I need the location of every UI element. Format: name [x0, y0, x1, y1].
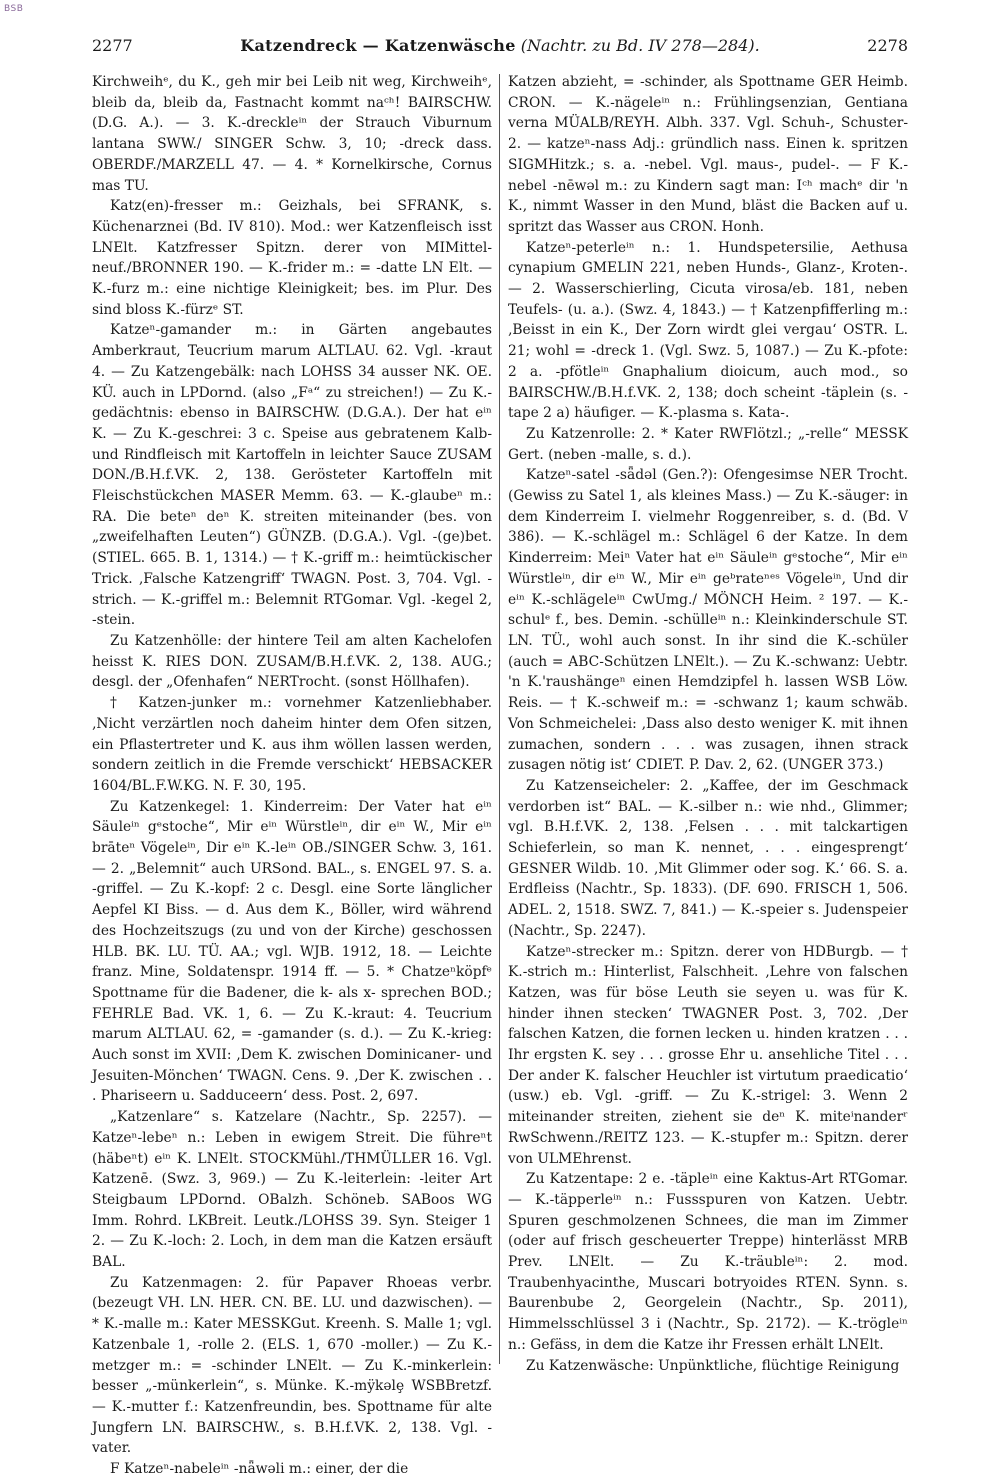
left-column: [92, 72, 492, 1478]
entry-paragraph: Zu Katzenseicheler: 2. „Kaffee, der im Geschmack verdorben ist“ BAL. — K.-silber n.: wie nhd., Glimmer; vgl. B.H.f.VK. 2, 138. ‚Felsen . . . mit talckartigen Schieferlein, so man K. nennet, . . . eingesprengt‘ GESNER Wildb. 10. ‚Mit Glimmer oder sog. K.‘ 66. S. a. Erdfleiss (Nachtr., Sp. 1833). (DF. 690. FRISCH 1, 506. ADEL. 2, 1518. SWZ. 7, 841.) — K.-speier s. Judenspeier (Nachtr., Sp. 2247).: [508, 777, 908, 939]
entry-paragraph: Katzen abzieht, = -schinder, als Spottname GER Heimb. CRON. — K.-nägeleⁱⁿ n.: Frühlingsenzian, Gentiana verna MÜALB/REYH. Albh. 337. Vgl. Schuh-, Schuster- 2. — katzeⁿ-nass Adj.: gründlich nass. Einen k. spritzen SIGMHitzk.; s. a. -nebel. Vgl. maus-, pudel-. — F K.-nebel -nēwəl m.: zu Kindern sagt man: Iᶜʰ machᵉ dir 'n K., nimmt Wasser in den Mund, bläst die Backen auf u. spritzt das Wasser aus CRON. Honh.: [508, 74, 908, 235]
entry-paragraph: Zu Katzenmagen: 2. für Papaver Rhoeas verbr. (bezeugt VH. LN. HER. CN. BE. LU. und dazwischen). — * K.-malle m.: Kater MESSKGut. Kreenh. S. Malle 1; vgl. Katzenbale 1, -rolle 2. (ELS. 1, 670 -moller.) — Zu K.-metzger m.: = -schinder LNElt. — Zu K.-minkerlein: besser „-münkerlein“, s. Münke. K.-mÿkəlȩ WSBBretzf. — K.-mutter f.: Katzenfreundin, bes. Spottname für alte Jungfern LN. BAIRSCHW., s. B.H.f.VK. 2, 138. Vgl. -vater.: [92, 1274, 492, 1457]
running-title-main: Katzendreck — Katzenwäsche: [240, 36, 516, 55]
running-title-note: (Nachtr. zu Bd. IV 278—284).: [520, 36, 760, 55]
entry-paragraph: Katzeⁿ-satel -sǟdəl (Gen.?): Ofengesimse NER Trocht. (Gewiss zu Satel 1, als kleines Mass.) — Zu K.-säuger: in dem Kinderreim I. vielmehr Roggenreiber, s. d. (Bd. V 386). — K.-schlägel m.: Schlägel 6 der Katze. In dem Kinderreim: Meiⁿ Vater hat eⁱⁿ Säuleⁱⁿ gᵉstoche“, Mir eⁱⁿ Würstleⁱⁿ, dir eⁱⁿ W., Mir eⁱⁿ geᵇrateⁿᵉˢ Vögeleⁱⁿ, Und dir eⁱⁿ K.-schlägeleⁱⁿ CwUmg./ MÖNCH Heim. ² 197. — K.-schulᵉ f., bes. Demin. -schülleⁱⁿ n.: Kleinkinderschule ST. LN. TÜ., wohl auch sonst. In ihr sind die K.-schüler (auch = ABC-Schützen LNElt.). — Zu K.-schwanz: Uebtr. 'n K.'raushängeⁿ einen Hemdzipfel h. lassen WSB Löw. Reis. — † K.-schweif m.: = -schwanz 1; kaum schwäb. Von Schmeichelei: ‚Dass also desto weniger K. mit ihnen zumachen, sondern . . . was zusagen, ihnen strack zusagen nötig ist‘ CDIET. P. Dav. 2, 62. (UNGER 373.): [508, 467, 908, 774]
entry-paragraph: Zu Katzenrolle: 2. * Kater RWFlötzl.; „-relle“ MESSK Gert. (neben -malle, s. d.).: [508, 425, 908, 463]
entry-paragraph: Zu Katzenkegel: 1. Kinderreim: Der Vater hat eⁱⁿ Säuleⁱⁿ gᵉstoche“, Mir eⁱⁿ Würstleⁱⁿ, dir eⁱⁿ W., Mir eⁱⁿ brāteⁿ Vögeleⁱⁿ, Dir eⁱⁿ K.-leⁱⁿ OB./SINGER Schw. 3, 161. — 2. „Belemnit“ auch URSond. BAL., s. ENGEL 97. S. a. -griffel. — Zu K.-kopf: 2 c. Desgl. eine Sorte länglicher Aepfel KI Biss. — d. Aus dem K., Böller, wird während des Hochzeitszugs (zu und von der Kirche) geschossen HLB. BK. LU. TÜ. AA.; vgl. WJB. 1912, 18. — Leichte franz. Mine, Soldatenspr. 1914 ff. — 5. * Chatzeⁿköpfᵉ Spottname für die Badener, die k- als x- sprechen BOD.; FEHRLE Bad. VK. 1, 6. — Zu K.-kraut: 4. Teucrium marum ALTLAU. 62, = -gamander (s. d.). — Zu K.-krieg: Auch sonst im XVII: ‚Dem K. zwischen Dominicaner- und Jesuiten-Mönchen‘ TWAGN. Cens. 9. ‚Der K. zwischen . . . Phariseern u. Sadduceern‘ dess. Post. 2, 697.: [92, 798, 492, 1105]
entry-paragraph: F Katzeⁿ-nabeleⁱⁿ -nǟwəli m.: einer, der die: [110, 1461, 409, 1478]
column-divider: [499, 74, 500, 1364]
entry-paragraph: Katzeⁿ-gamander m.: in Gärten angebautes Amberkraut, Teucrium marum ALTLAU. 62. Vgl. -kraut 4. — Zu Katzengebälk: nach LOHSS 34 ausser NK. OE. KÜ. auch in LPDornd. (also „Fᵃ“ zu streichen!) — Zu K.-gedächtnis: ebenso in BAIRSCHW. (D.G.A.). Der hat eⁱⁿ K. — Zu K.-geschrei: 3 c. Speise aus gebratenem Kalb- und Rindfleisch mit Kartoffeln in leichter Sauce ZUSAM DON./B.H.f.VK. 2, 138. Gerösteter Kartoffeln mit Fleischstückchen MASER Memm. 63. — K.-glaubeⁿ m.: RA. Die beteⁿ deⁿ K. streiten miteinander (bes. von „zweifelhaften Leuten“) GÜNZB. (D.G.A.). Vgl. -(ge)bet. (STIEL. 665. B. 1, 1314.) — † K.-griff m.: heimtückischer Trick. ‚Falsche Katzengriff‘ TWAGN. Post. 3, 704. Vgl. -strich. — K.-griffel m.: Belemnit RTGomar. Vgl. -kegel 2, -stein.: [92, 322, 492, 629]
running-title: [92, 36, 908, 55]
page-header: [92, 36, 908, 60]
right-column: [508, 72, 908, 1372]
entry-paragraph: Katzeⁿ-peterleⁱⁿ n.: 1. Hundspetersilie, Aethusa cynapium GMELIN 221, neben Hunds-, Glanz-, Kroten-. — 2. Wasserschierling, Cicuta virosa/eb. 181, neben Teufels- (u. a.). (Swz. 4, 1843.) — † Katzenpfifferling m.: ‚Beisst in ein K., Der Zorn wirdt glei vergau‘ OSTR. L. 21; wohl = -dreck 1. (Vgl. Swz. 5, 1087.) — Zu K.-pfote: 2 a. -pfötleⁱⁿ Gnaphalium dioicum, auch mod., so BAIRSCHW./B.H.f.VK. 2, 138; doch scheint -täplein (s. -tape 2 a) häufiger. — K.-plasma s. Kata-.: [508, 239, 908, 422]
entry-paragraph: Kirchweihᵉ, du K., geh mir bei Leib nit weg, Kirchweihᵉ, bleib da, bleib da, Fastnacht kommt naᶜʰ! BAIRSCHW. (D.G. A.). — 3. K.-dreckleⁱⁿ der Strauch Viburnum lantana SWW./ SINGER Schw. 3, 10; -dreck dass. OBERDF./MARZELL 47. — 4. * Kornelkirsche, Cornus mas TU.: [92, 74, 492, 194]
library-stamp: BSB: [4, 4, 24, 14]
entry-paragraph: Zu Katzenhölle: der hintere Teil am alten Kachelofen heisst K. RIES DON. ZUSAM/B.H.f.VK. 2, 138. AUG.; desgl. der „Ofenhafen“ NERTrocht. (sonst Höllhafen).: [92, 632, 492, 691]
entry-paragraph: Zu Katzentape: 2 e. -täpleⁱⁿ eine Kaktus-Art RTGomar. — K.-täpperleⁱⁿ n.: Fussspuren von Katzen. Uebtr. Spuren geschmolzenen Schnees, die man im Zimmer (oder auf frisch gescheuerter Treppe) hinterlässt MRB Prev. LNElt. — Zu K.-träubleⁱⁿ: 2. mod. Traubenhyacinthe, Muscari botryoides RTEN. Synn. s. Baurenbube 2, Georgelein (Nachtr., Sp. 2011), Himmelsschlüssel 3 i (Nachtr., Sp. 2172). — K.-trögleⁱⁿ n.: Gefäss, in dem die Katze ihr Fressen erhält LNElt.: [508, 1171, 908, 1353]
entry-paragraph: † Katzen-junker m.: vornehmer Katzenliebhaber. ‚Nicht verzärtlen noch daheim hinter dem Ofen sitzen, ein Pflastertreter und K. aus ihm wöllen lassen werden, sondern zeitlich in die Fremde verschickt‘ HEBSACKER 1604/BL.F.W.KG. N. F. 30, 195.: [92, 695, 492, 794]
entry-paragraph: Katz(en)-fresser m.: Geizhals, bei SFRANK, s. Küchenarznei (Bd. IV 810). Mod.: wer Katzenfleisch isst LNElt. Katzfresser Spitzn. derer von MIMittel-neuf./BRONNER 190. — K.-frider m.: = -datte LN Elt. — K.-furz m.: eine nichtige Kleinigkeit; bes. im Plur. Des sind bloss K.-fürzᵉ ST.: [92, 198, 492, 318]
entry-paragraph: Zu Katzenwäsche: Unpünktliche, flüchtige Reinigung: [526, 1357, 900, 1374]
entry-paragraph: Katzeⁿ-strecker m.: Spitzn. derer von HDBurgb. — † K.-strich m.: Hinterlist, Falschheit. ‚Lehre von falschen Katzen, was für böse Leuth sie seyen u. was für K. hinder ihnen stecken‘ TWAGNER Post. 3, 702. ‚Der falschen Katzen, die fornen lecken u. hinden kratzen . . . Ihr ergsten K. sey . . . grosse Ehr u. ansehliche Titel . . . Der ander K. falscher Heuchler ist virtutum praedicatio‘ (usw.) eb. Vgl. -griff. — Zu K.-strigel: 3. Wenn 2 miteinander streiten, ziehent sie deⁿ K. miteⁱnanderʳ RwSchwenn./REITZ 123. — K.-stupfer m.: Spitzn. derer von ULMEhrenst.: [508, 943, 908, 1167]
page-number-right: 2278: [867, 36, 908, 55]
page-number-left: 2277: [92, 36, 133, 55]
entry-paragraph: „Katzenlare“ s. Katzelare (Nachtr., Sp. 2257). — Katzeⁿ-lebeⁿ n.: Leben in ewigem Streit. Die führeⁿt (häbeⁿt) eⁱⁿ K. LNElt. STOCKMühl./THMÜLLER 16. Vgl. Katzenē. (Swz. 3, 969.) — Zu K.-leiterlein: -leiter Art Steigbaum LPDornd. OBalzh. Schöneb. SABoos WG Imm. Rohrd. LKBreit. Leutk./LOHSS 39. Syn. Steiger 1 2. — Zu K.-loch: 2. Loch, in dem man die Katzen ersäuft BAL.: [92, 1109, 492, 1271]
